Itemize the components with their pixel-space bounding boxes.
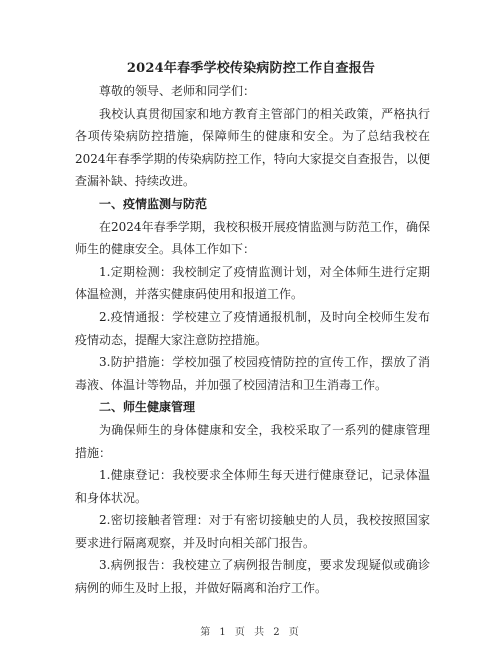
list-item: 1.定期检测：我校制定了疫情监测计划，对全体师生进行定期体温检测，并落实健康码使用和报道工作。 bbox=[75, 264, 430, 302]
intro-paragraph: 我校认真贯彻国家和地方教育主管部门的相关政策，严格执行各项传染病防控措施，保障师生的健康和安全。为了总结我校在2024年春季学期的传染病防控工作，特向大家提交自查报告，以便查漏补缺、持续改进。 bbox=[75, 106, 430, 189]
section-intro: 为确保师生的身体健康和安全，我校采取了一系列的健康管理措施： bbox=[75, 422, 430, 460]
list-item: 2.疫情通报：学校建立了疫情通报机制，及时向全校师生发布疫情动态，提醒大家注意防控措施。 bbox=[75, 309, 430, 347]
salutation: 尊敬的领导、老师和同学们： bbox=[99, 84, 256, 98]
list-item: 2.密切接触者管理：对于有密切接触史的人员，我校按照国家要求进行隔离观察，并及时向相关部门报告。 bbox=[75, 513, 430, 550]
section-heading-monitoring: 一、疫情监测与防范 bbox=[99, 196, 208, 211]
document-body bbox=[75, 80, 430, 600]
document-title: 2024年春季学校传染病防控工作自查报告 bbox=[126, 61, 376, 76]
list-item: 1.健康登记：我校要求全体师生每天进行健康登记，记录体温和身体状况。 bbox=[75, 468, 430, 505]
page-number-footer: 第 1 页 共 2 页 bbox=[200, 627, 302, 638]
section-intro: 在2024年春季学期，我校积极开展疫情监测与防范工作，确保师生的健康安全。具体工作如下： bbox=[75, 219, 430, 257]
section-heading-health-management: 二、师生健康管理 bbox=[99, 400, 196, 415]
list-item: 3.病例报告：我校建立了病例报告制度，要求发现疑似或确诊病例的师生及时上报，并做好隔离和治疗工作。 bbox=[75, 558, 430, 596]
list-item: 3.防护措施：学校加强了校园疫情防控的宣传工作，摆放了消毒液、体温计等物品，并加强了校园清洁和卫生消毒工作。 bbox=[75, 355, 430, 392]
